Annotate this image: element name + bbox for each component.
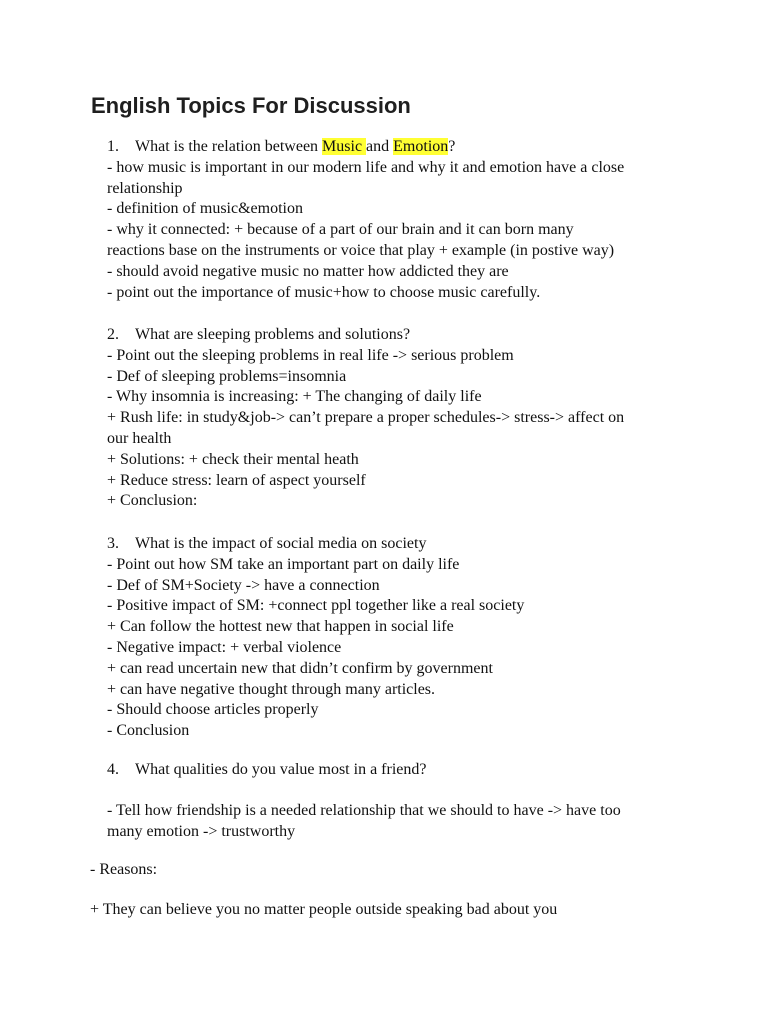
topic-2-line: - Point out the sleeping problems in real life -> serious problem: [107, 346, 514, 364]
topic-1-number: 1.: [107, 138, 119, 155]
topic-1-line: - how music is important in our modern life and why it and emotion have a close: [107, 158, 625, 176]
topic-2-question: 2. What are sleeping problems and solutions?: [107, 325, 707, 346]
topic-3-line: - Positive impact of SM: +connect ppl together like a real society: [107, 597, 525, 615]
topic-3-line: - Should choose articles properly: [107, 701, 319, 719]
topic-1-line: - definition of music&emotion: [107, 200, 303, 218]
highlight-emotion: Emotion: [393, 138, 449, 155]
document-title: English Topics For Discussion: [91, 93, 411, 118]
topic-1-line: - point out the importance of music+how to choose music carefully.: [107, 283, 541, 301]
topic-3-question: 3. What is the impact of social media on society: [107, 534, 707, 555]
topic-3-number: 3.: [107, 535, 119, 552]
topic-1-line: reactions base on the instruments or voice that play + example (in postive way): [107, 241, 615, 259]
reasons-label: - Reasons:: [90, 861, 158, 878]
topic-2-number: 2.: [107, 326, 119, 343]
topic-1-line: - why it connected: + because of a part of our brain and it can born many: [107, 221, 574, 239]
topic-3: [107, 534, 707, 742]
topic-2-line: + Solutions: + check their mental heath: [107, 450, 359, 468]
topic-2-line: + Reduce stress: learn of aspect yourself: [107, 471, 366, 489]
topic-4-line: - Tell how friendship is a needed relationship that we should to have -> have too: [107, 801, 621, 819]
topic-3-line: + Can follow the hottest new that happen in social life: [107, 618, 454, 636]
reason-item: + They can believe you no matter people outside speaking bad about you: [90, 901, 558, 918]
topic-3-line: + can have negative thought through many articles.: [107, 680, 436, 698]
topic-3-line: + can read uncertain new that didn’t confirm by government: [107, 659, 493, 677]
topic-1-line: relationship: [107, 179, 183, 197]
topic-2-line: - Why insomnia is increasing: + The changing of daily life: [107, 388, 482, 406]
topic-3-line: - Negative impact: + verbal violence: [107, 638, 342, 656]
topic-4-question: 4. What qualities do you value most in a friend?: [107, 760, 707, 781]
topic-1-line: - should avoid negative music no matter how addicted they are: [107, 262, 509, 280]
topic-2-line: + Rush life: in study&job-> can’t prepare a proper schedules-> stress-> affect on: [107, 409, 625, 427]
topic-3-line: - Point out how SM take an important part on daily life: [107, 555, 460, 573]
topic-1-question: 1. What is the relation between Music and Emotion?: [107, 137, 707, 158]
topic-4-line: many emotion -> trustworthy: [107, 822, 296, 840]
topic-2-line: - Def of sleeping problems=insomnia: [107, 367, 347, 385]
topic-2-line: + Conclusion:: [107, 492, 198, 510]
topic-2: [107, 325, 707, 512]
topic-3-line: - Conclusion: [107, 722, 190, 740]
topic-4: [107, 760, 707, 842]
topic-3-line: - Def of SM+Society -> have a connection: [107, 576, 380, 594]
topic-1: [107, 137, 707, 303]
highlight-music: Music: [322, 138, 367, 155]
topic-4-number: 4.: [107, 761, 119, 778]
topic-2-line: our health: [107, 429, 172, 447]
